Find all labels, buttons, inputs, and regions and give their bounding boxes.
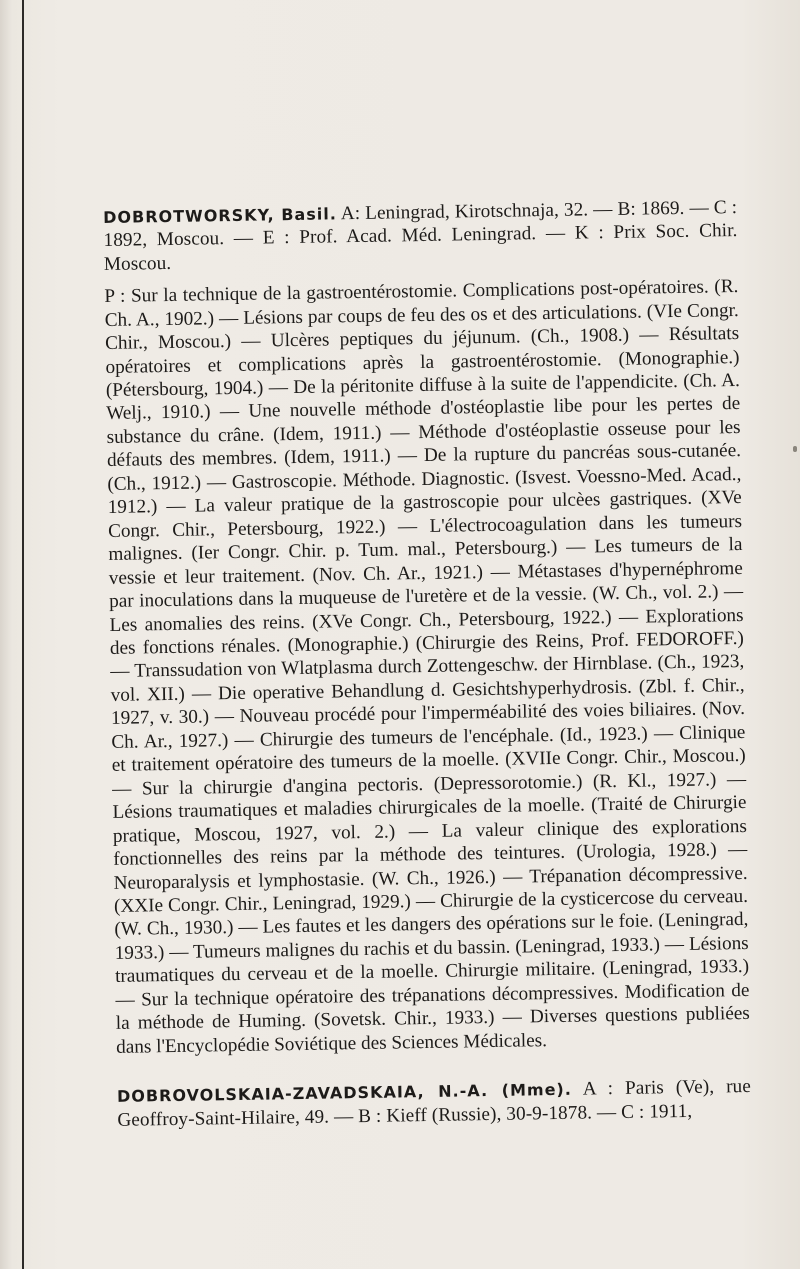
entry-name: DOBROTWORSKY, Basil. (103, 204, 337, 227)
entry-header-text: A : Paris (Ve), rue Geoffroy-Saint-Hilaire, 49. — B : Kieff (Russie), 30-9-1878. — C : 1911, (117, 1076, 752, 1131)
entry-dobrotworsky (103, 196, 750, 1059)
page-gutter-line (22, 0, 24, 1269)
page-edge-mark (793, 446, 797, 452)
entry-dobrovolskaia-zavadskaia (117, 1075, 752, 1132)
entry-name: DOBROVOLSKAIA-ZAVADSKAIA, N.-A. (Mme). (116, 1079, 573, 1107)
publications-paragraph: P : Sur la technique de la gastroentérostomie. Complications post-opératoires. (R. Ch. A., 1902.) — Lésions par coups de feu des os et des articulations. (VIe Congr. Chir., Moscou.) — Ulcères peptiques du jéjunum. (Ch., 1908.) — Résultats opératoires et complications après la gastroentérostomie. (Monographie.) (Pétersbourg, 1904.) — De la péritonite diffuse à la suite de l'appendicite. (Ch. A. Welj., 1910.) — Une nouvelle méthode d'ostéoplastie libe pour les pertes de substance du crâne. (Idem, 1911.) — Méthode d'ostéoplastie osseuse pour les défauts des membres. (Idem, 1911.) — De la rupture du pancréas sous-cutanée. (Ch., 1912.) — Gastroscopie. Méthode. Diagnostic. (Isvest. Voessno-Med. Acad., 1912.) — La valeur pratique de la gastroscopie pour ulcèes gastriques. (XVe Congr. Chir., Petersbourg, 1922.) — L'électrocoagulation dans les tumeurs malignes. (Ier Congr. Chir. p. Tum. mal., Petersbourg.) — Les tumeurs de la vessie et leur traitement. (Nov. Ch. Ar., 1921.) — Métastases d'hypernéphrome par inoculations dans la muqueuse de l'uretère et de la vessie. (W. Ch., vol. 2.) — Les anomalies des reins. (XVe Congr. Ch., Petersbourg, 1922.) — Explorations des fonctions rénales. (Monographie.) (Chirurgie des Reins, Prof. FEDOROFF.) — Transsudation von Wlatplasma durch Zottengeschw. der Hirnblase. (Ch., 1923, vol. XII.) — Die operative Behandlung d. Gesichtshyperhydrosis. (Zbl. f. Chir., 1927, v. 30.) — Nouveau procédé pour l'imperméabilité des voies biliaires. (Nov. Ch. Ar., 1927.) — Chirurgie des tumeurs de l'encéphale. (Id., 1923.) — Clinique et traitement opératoire des tumeurs de la moelle. (XVIIe Congr. Chir., Moscou.) — Sur la chirurgie d'angina pectoris. (Depressorotomie.) (R. Kl., 1927.) — Lésions traumatiques et maladies chirurgicales de la moelle. (Traité de Chirurgie pratique, Moscou, 1927, vol. 2.) — La valeur clinique des explorations fonctionnelles des reins par la méthode des teintures. (Urologia, 1928.) — Neuroparalysis et lymphostasie. (W. Ch., 1926.) — Trépanation décompressive. (XXIe Congr. Chir., Leningrad, 1929.) — Chirurgie de la cysticercose du cerveau. (W. Ch., 1930.) — Les fautes et les dangers des opérations sur le foie. (Leningrad, 1933.) — Tumeurs malignes du rachis et du bassin. (Leningrad, 1933.) — Lésions traumatiques du cerveau et de la moelle. Chirurgie militaire. (Leningrad, 1933.) — Sur la technique opératoire des trépanations décompressives. Modification de la méthode de Huming. (Sovetsk. Chir., 1933.) — Diverses questions publiées dans l'Encyclopédie Soviétique des Sciences Médicales. (104, 276, 750, 1058)
entry-header (117, 1075, 752, 1132)
text-column (103, 196, 751, 1132)
entry-header-text: A: Leningrad, Kirotschnaja, 32. — B: 1869. — C : 1892, Moscou. — E : Prof. Acad. Méd. Leningrad. — K : Prix Soc. Chir. Moscou. (103, 197, 738, 275)
entry-header (103, 196, 738, 276)
